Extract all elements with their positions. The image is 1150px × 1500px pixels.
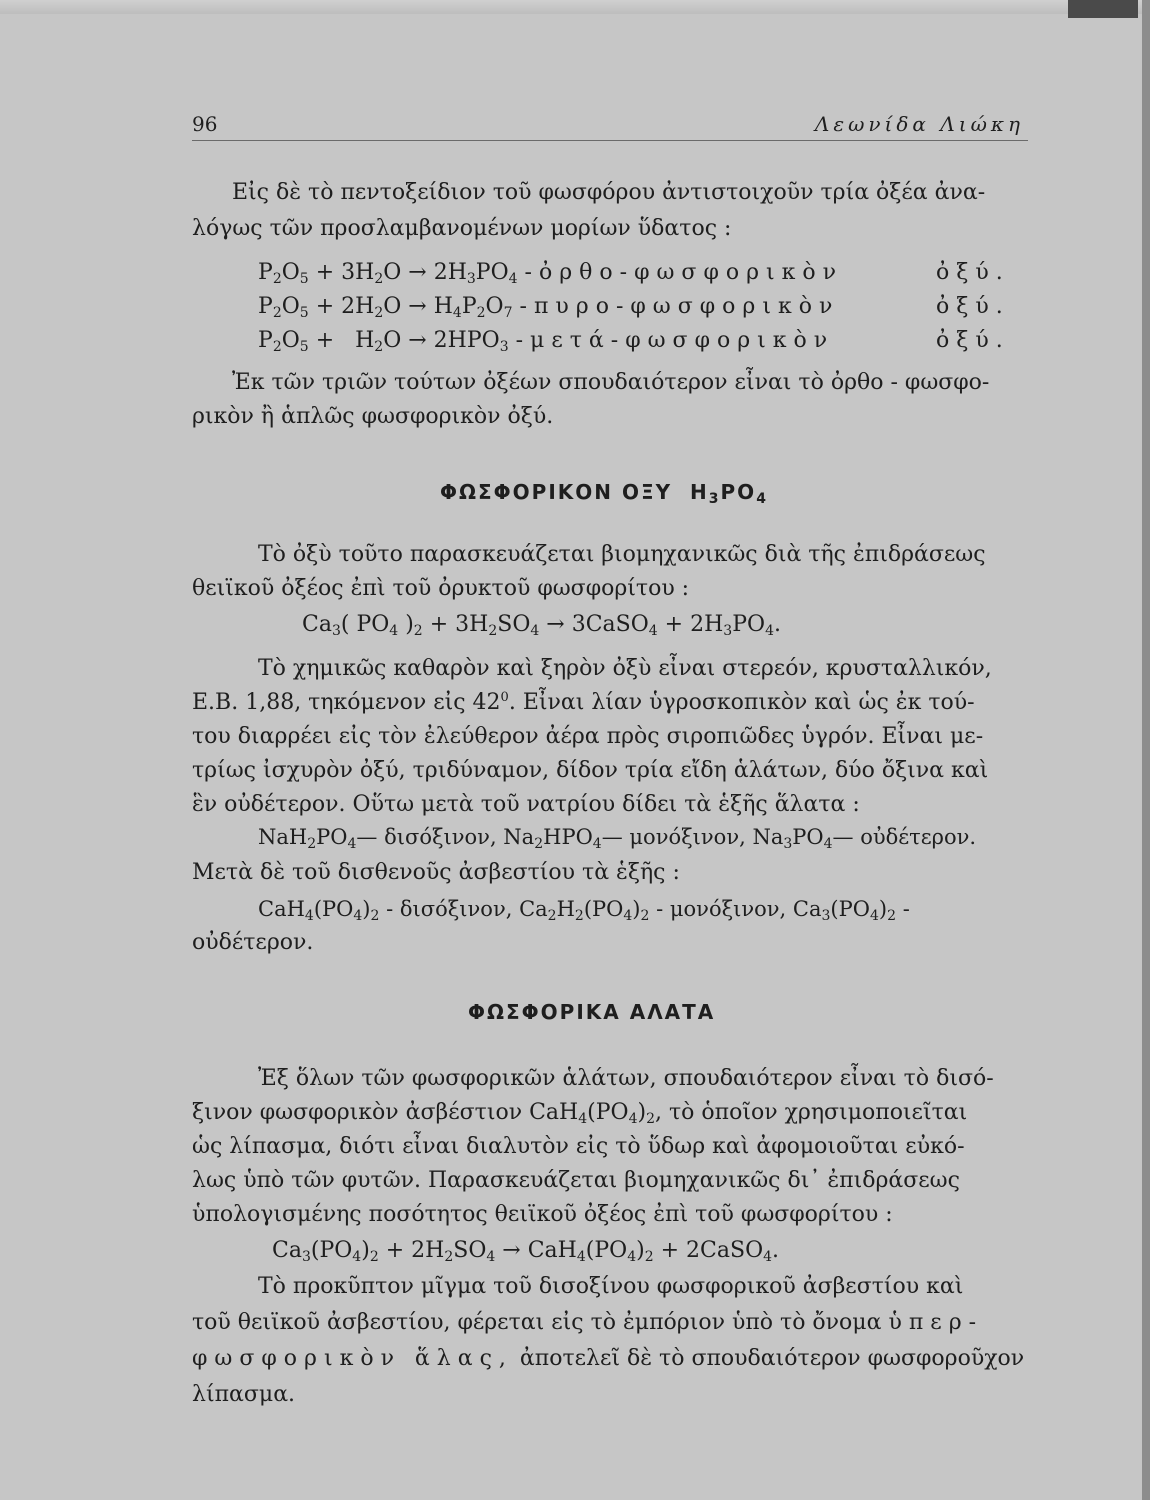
paragraph-line: Ἐκ τῶν τριῶν τούτων ὀξέων σπουδαιότερον εἶναι τὸ ὀρθο - φωσφο- [232,370,990,395]
section-heading-phosphoric-acid: ΦΩΣΦΟΡΙΚΟΝ ΟΞΥ $H_3PO_4$ [440,480,768,507]
paragraph-line: Τὸ χημικῶς καθαρὸν καὶ ξηρὸν ὀξὺ εἶναι στερεόν, κρυσταλλικόν, [258,656,992,681]
equation-metaphosphoric: $P_2O_5 + H_2O \to 2HPO_3$ - μετά-φωσφορικὸν [258,328,835,355]
acid-name: ὀρθο-φωσφορικὸν [538,260,844,285]
equation-suffix: ὀξύ. [936,260,1010,285]
salt-type: μονόξινον, [629,825,746,849]
equation-orthophosphoric: $P_2O_5 + 3H_2O \to 2H_3PO_4$ - ὀρθο-φωσφορικὸν [258,260,844,287]
equation-suffix: ὀξύ. [936,294,1010,319]
paragraph-line: ὡς λίπασμα, διότι εἶναι διαλυτὸν εἰς τὸ ὕδωρ καὶ ἀφομοιοῦται εὐκό- [192,1134,965,1159]
paragraph-line: τρίως ἰσχυρὸν ὀξύ, τριδύναμον, δίδον τρία εἴδη ἁλάτων, δύο ὄξινα καὶ [192,758,989,783]
acid-name: πυρο-φωσφορικὸν [533,294,840,319]
paragraph-line: Μετὰ δὲ τοῦ δισθενοῦς ἀσβεστίου τὰ ἑξῆς : [192,860,680,885]
running-header [192,112,1028,141]
text-span: . Εἶναι λίαν ὑγροσκοπικὸν καὶ ὡς ἐκ τού- [508,690,975,715]
paragraph-line: λόγως τῶν προσλαμβανομένων μορίων ὕδατος : [192,216,732,241]
salt-type: - δισόξινον, [386,897,513,921]
paragraph-line: ρικὸν ἢ ἁπλῶς φωσφορικὸν ὀξύ. [192,404,554,429]
sodium-salts-line: $NaH_2PO_4—$ δισόξινον, $Na_2HPO_4—$ μονόξινον, $Na_3PO_4—$ οὐδέτερον. [258,825,977,852]
scan-corner-mark [1068,0,1138,18]
section-heading-phosphate-salts: ΦΩΣΦΟΡΙΚΑ ΑΛΑΤΑ [468,1000,716,1024]
paragraph-line: Εἰς δὲ τὸ πεντοξείδιον τοῦ φωσφόρου ἀντιστοιχοῦν τρία ὀξέα ἀνα- [232,180,986,205]
paragraph-line: ἓν οὐδέτερον. Οὕτω μετὰ τοῦ νατρίου δίδει τὰ ἑξῆς ἅλατα : [192,792,860,817]
paragraph-line: του διαρρέει εἰς τὸν ἐλεύθερον ἀέρα πρὸς σιροπιῶδες ὑγρόν. Εἶναι με- [192,724,984,749]
acid-name: μετά-φωσφορικὸν [530,328,835,353]
spaced-term: φωσφορικὸν ἅλας, [192,1346,513,1371]
text-span: τοῦ θειϊκοῦ ἀσβεστίου, φέρεται εἰς τὸ ἐμπόριον ὑπὸ τὸ ὄνομα [192,1310,882,1335]
scan-top-strip [0,0,1150,14]
paragraph-line: Τὸ ὀξὺ τοῦτο παρασκευάζεται βιομηχανικῶς διὰ τῆς ἐπιδράσεως [258,542,986,567]
paragraph-line: λίπασμα. [192,1382,296,1407]
salt-type: - μονόξινον, [656,897,787,921]
equation-pyrophosphoric: $P_2O_5 + 2H_2O \to H_4P_2O_7$ - πυρο-φωσφορικὸν [258,294,840,321]
paragraph-line: οὐδέτερον. [192,930,314,955]
paragraph-line: λως ὑπὸ τῶν φυτῶν. Παρασκευάζεται βιομηχανικῶς δι᾽ ἐπιδράσεως [192,1168,960,1193]
section-title: ΦΩΣΦΟΡΙΚΟΝ ΟΞΥ [440,480,673,504]
page-edge [1142,0,1150,1500]
dash: - [902,897,910,921]
text-span: ξινον φωσφορικὸν ἀσβέστιον [192,1100,523,1125]
paragraph-line: ξινον φωσφορικὸν ἀσβέστιον $CaH_4(PO_4)_2$, τὸ ὁποῖον χρησιμοποιεῖται [192,1100,968,1127]
salt-type: οὐδέτερον. [860,825,977,849]
running-title: Λεωνίδα Λιώκη [814,112,1024,136]
paragraph-line [192,1308,983,1338]
equation-suffix: ὀξύ. [936,328,1010,353]
text-span: ἀποτελεῖ δὲ τὸ σπουδαιότερον φωσφοροῦχον [519,1346,1025,1371]
calcium-salts-line: $CaH_4(PO_4)_2$ - δισόξινον, $Ca_2H_2(PO_4)_2$ - μονόξινον, $Ca_3(PO_4)_2$ - [258,897,910,924]
page-number: 96 [192,112,218,136]
paragraph-line: ὑπολογισμένης ποσότητος θειϊκοῦ ὀξέος ἐπὶ τοῦ φωσφορίτου : [192,1202,893,1227]
paragraph-line: θειϊκοῦ ὀξέος ἐπὶ τοῦ ὀρυκτοῦ φωσφορίτου : [192,576,690,601]
text-span: Ε.Β. 1,88, τηκόμενον εἰς 42 [192,690,501,715]
text-span: , τὸ ὁποῖον χρησιμοποιεῖται [655,1100,968,1125]
spaced-term: ὑπερ- [888,1310,984,1335]
paragraph-line [192,1344,1024,1374]
paragraph-line: Ε.Β. 1,88, τηκόμενον εἰς $42^0$. Εἶναι λίαν ὑγροσκοπικὸν καὶ ὡς ἐκ τού- [192,690,975,715]
paragraph-line: Ἐξ ὅλων τῶν φωσφορικῶν ἁλάτων, σπουδαιότερον εἶναι τὸ δισό- [258,1066,994,1091]
equation-superphosphate: $Ca_3(PO_4)_2 + 2H_2SO_4 \to CaH_4(PO_4)_2$ + 2CaSO$_4$. [272,1238,780,1265]
equation-production: $Ca_3$( $PO_4$ )$_2 + 3H_2SO_4$ → 3CaSO$_4$ + $2H_3PO_4$. [302,612,781,639]
paragraph-line: Τὸ προκῦπτον μῖγμα τοῦ δισοξίνου φωσφορικοῦ ἀσβεστίου καὶ [258,1274,964,1299]
salt-type: δισόξινον, [384,825,497,849]
